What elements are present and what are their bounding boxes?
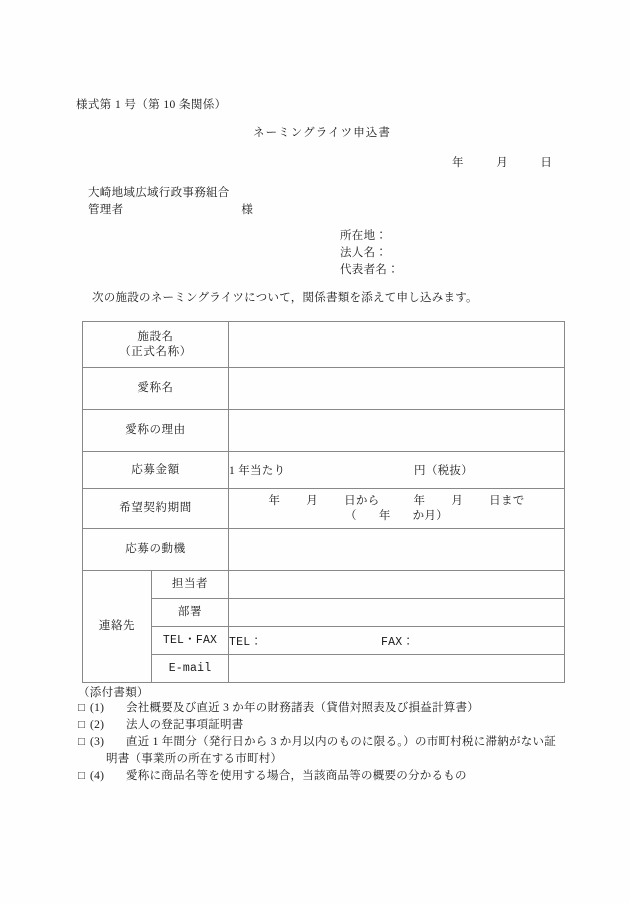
checkbox-icon[interactable]: □ <box>78 736 86 748</box>
addressee-role-row <box>88 202 253 219</box>
facility-name-input-cell[interactable] <box>229 322 565 368</box>
attachment-text: 法人の登記事項証明書 <box>126 719 244 731</box>
applicant-corporate-name-label: 法人名： <box>340 247 388 259</box>
facility-name-sublabel: （正式名称） <box>119 345 192 358</box>
amount-currency-note: 円（税抜） <box>414 465 474 477</box>
table-row <box>83 322 565 368</box>
facility-name-label: 施設名 <box>137 330 174 343</box>
row-label-contact: 連絡先 <box>83 571 152 683</box>
contact-department-input-cell[interactable] <box>229 599 565 627</box>
period-start-month: 月 <box>306 494 319 507</box>
duration-year: 年 <box>378 509 391 522</box>
contact-tel-label: TEL： <box>229 635 263 649</box>
nickname-input-cell[interactable] <box>229 368 565 410</box>
checkbox-icon[interactable]: □ <box>78 769 86 782</box>
attachment-number: (2) <box>90 719 105 731</box>
period-end-day-until: 日まで <box>489 494 525 507</box>
row-label-application-motive: 応募の動機 <box>83 529 229 571</box>
row-label-facility-name <box>83 322 229 368</box>
form-number: 様式第 1 号（第 10 条関係） <box>76 99 227 111</box>
application-table <box>82 321 565 683</box>
table-row <box>83 489 565 529</box>
attachment-text-continuation: 明書（事業所の所在する市町村） <box>106 752 283 765</box>
row-label-contact-person: 担当者 <box>152 571 229 599</box>
date-line <box>452 154 552 170</box>
addressee-honorific: 様 <box>241 204 254 216</box>
applicant-block <box>340 228 399 279</box>
table-row <box>83 599 565 627</box>
row-label-nickname: 愛称名 <box>83 368 229 410</box>
contact-email-input-cell[interactable] <box>229 655 565 683</box>
contact-telfax-input-cell[interactable] <box>229 627 565 655</box>
attachments-title: （添付書類） <box>78 687 149 699</box>
amount-per-year-label: 1 年当たり <box>229 465 286 477</box>
period-start-day-from: 日から <box>344 494 380 507</box>
application-motive-input-cell[interactable] <box>229 529 565 571</box>
row-label-nickname-reason: 愛称の理由 <box>83 410 229 452</box>
contract-period-duration <box>229 509 564 524</box>
checkbox-icon[interactable]: □ <box>78 702 86 714</box>
row-label-application-amount: 応募金額 <box>83 452 229 489</box>
date-day-label: 日 <box>540 157 553 169</box>
nickname-reason-input-cell[interactable] <box>229 410 565 452</box>
row-label-contact-department: 部署 <box>152 599 229 627</box>
duration-month-close: か月） <box>412 509 449 522</box>
lead-sentence: 次の施設のネーミングライツについて，関係書類を添えて申し込みます。 <box>92 292 478 304</box>
list-item[interactable] <box>78 734 578 767</box>
page-title: ネーミングライツ申込書 <box>252 127 392 139</box>
contract-period-range <box>229 494 564 509</box>
table-row <box>83 529 565 571</box>
attachment-text: 会社概要及び直近 3 か年の財務諸表（貸借対照表及び損益計算書） <box>126 702 479 714</box>
period-start-year: 年 <box>268 494 281 507</box>
contact-person-input-cell[interactable] <box>229 571 565 599</box>
table-row <box>83 571 565 599</box>
applicant-representative-label: 代表者名： <box>340 264 399 276</box>
list-item[interactable] <box>78 717 578 734</box>
applicant-address-label: 所在地： <box>340 230 388 242</box>
table-row <box>83 452 565 489</box>
attachment-number: (1) <box>90 702 105 714</box>
contract-period-cell[interactable] <box>229 489 565 529</box>
period-end-month: 月 <box>451 494 464 507</box>
attachment-text: 直近 1 年間分（発行日から 3 か月以内のものに限る。）の市町村税に滞納がない証 <box>126 736 556 748</box>
period-end-year: 年 <box>413 494 426 507</box>
application-amount-cell[interactable] <box>229 452 565 489</box>
addressee-block <box>88 185 253 219</box>
attachment-number: (4) <box>90 769 105 782</box>
row-label-contact-telfax: TEL・FAX <box>152 627 229 655</box>
duration-open-paren: （ <box>345 509 357 522</box>
addressee-role: 管理者 <box>88 204 124 216</box>
addressee-organization: 大崎地域広域行政事務組合 <box>88 187 230 199</box>
list-item[interactable] <box>78 768 578 785</box>
date-year-label: 年 <box>452 157 464 169</box>
table-row <box>83 410 565 452</box>
contact-fax-label: FAX： <box>381 635 415 649</box>
row-label-contract-period: 希望契約期間 <box>83 489 229 529</box>
table-row <box>83 655 565 683</box>
table-row <box>83 368 565 410</box>
date-month-label: 月 <box>496 157 508 169</box>
attachment-text: 愛称に商品名等を使用する場合，当該商品等の概要の分かるもの <box>126 769 467 782</box>
table-row <box>83 627 565 655</box>
checkbox-icon[interactable]: □ <box>78 719 86 731</box>
list-item[interactable] <box>78 700 578 717</box>
attachment-number: (3) <box>90 736 105 748</box>
attachments-list <box>78 700 578 785</box>
row-label-contact-email: E-mail <box>152 655 229 683</box>
